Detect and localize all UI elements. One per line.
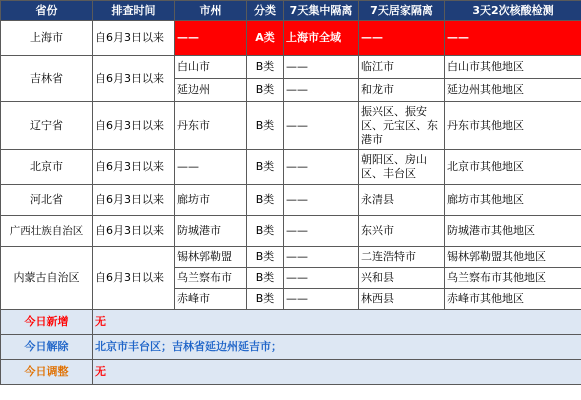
central-isolation-cell: —— bbox=[284, 79, 359, 102]
city-cell: 锡林郭勒盟 bbox=[175, 247, 247, 268]
header-central-isolation: 7天集中隔离 bbox=[284, 1, 359, 21]
province-cell: 内蒙古自治区 bbox=[1, 247, 93, 310]
time-cell: 自6月3日以来 bbox=[93, 21, 175, 56]
city-cell: —— bbox=[175, 21, 247, 56]
city-cell: 赤峰市 bbox=[175, 289, 247, 310]
table-row bbox=[1, 247, 581, 268]
nucleic-test-cell: —— bbox=[445, 21, 581, 56]
city-cell: 白山市 bbox=[175, 56, 247, 79]
header-nucleic-test: 3天2次核酸检测 bbox=[445, 1, 581, 21]
central-isolation-cell: —— bbox=[284, 150, 359, 185]
central-isolation-cell: —— bbox=[284, 216, 359, 247]
summary-value-adjusted: 无 bbox=[93, 360, 581, 385]
central-isolation-cell: —— bbox=[284, 247, 359, 268]
summary-row-adjusted bbox=[1, 360, 581, 385]
table-row bbox=[1, 21, 581, 56]
header-city: 市州 bbox=[175, 1, 247, 21]
header-province: 省份 bbox=[1, 1, 93, 21]
nucleic-test-cell: 锡林郭勒盟其他地区 bbox=[445, 247, 581, 268]
summary-label-adjusted: 今日调整 bbox=[1, 360, 93, 385]
home-isolation-cell: 和龙市 bbox=[359, 79, 445, 102]
category-cell: B类 bbox=[247, 247, 284, 268]
category-cell: B类 bbox=[247, 185, 284, 216]
header-category: 分类 bbox=[247, 1, 284, 21]
category-cell: A类 bbox=[247, 21, 284, 56]
table-row bbox=[1, 150, 581, 185]
time-cell: 自6月3日以来 bbox=[93, 185, 175, 216]
header-home-isolation: 7天居家隔离 bbox=[359, 1, 445, 21]
province-cell: 河北省 bbox=[1, 185, 93, 216]
central-isolation-cell: —— bbox=[284, 102, 359, 150]
home-isolation-cell: 东兴市 bbox=[359, 216, 445, 247]
home-isolation-cell: 林西县 bbox=[359, 289, 445, 310]
nucleic-test-cell: 丹东市其他地区 bbox=[445, 102, 581, 150]
nucleic-test-cell: 防城港市其他地区 bbox=[445, 216, 581, 247]
nucleic-test-cell: 廊坊市其他地区 bbox=[445, 185, 581, 216]
home-isolation-cell: 永清县 bbox=[359, 185, 445, 216]
nucleic-test-cell: 北京市其他地区 bbox=[445, 150, 581, 185]
province-cell: 吉林省 bbox=[1, 56, 93, 102]
nucleic-test-cell: 延边州其他地区 bbox=[445, 79, 581, 102]
summary-value-removed: 北京市丰台区；吉林省延边州延吉市； bbox=[93, 335, 581, 360]
summary-value-added: 无 bbox=[93, 310, 581, 335]
central-isolation-cell: 上海市全域 bbox=[284, 21, 359, 56]
home-isolation-cell: 兴和县 bbox=[359, 268, 445, 289]
home-isolation-cell: 振兴区、振安区、元宝区、东港市 bbox=[359, 102, 445, 150]
city-cell: —— bbox=[175, 150, 247, 185]
table-row bbox=[1, 185, 581, 216]
summary-label-removed: 今日解除 bbox=[1, 335, 93, 360]
summary-label-added: 今日新增 bbox=[1, 310, 93, 335]
category-cell: B类 bbox=[247, 102, 284, 150]
category-cell: B类 bbox=[247, 268, 284, 289]
category-cell: B类 bbox=[247, 79, 284, 102]
summary-row-added bbox=[1, 310, 581, 335]
table-row bbox=[1, 56, 581, 79]
central-isolation-cell: —— bbox=[284, 56, 359, 79]
province-cell: 广西壮族自治区 bbox=[1, 216, 93, 247]
time-cell: 自6月3日以来 bbox=[93, 102, 175, 150]
city-cell: 防城港市 bbox=[175, 216, 247, 247]
table-row bbox=[1, 102, 581, 150]
category-cell: B类 bbox=[247, 56, 284, 79]
central-isolation-cell: —— bbox=[284, 185, 359, 216]
nucleic-test-cell: 赤峰市其他地区 bbox=[445, 289, 581, 310]
city-cell: 廊坊市 bbox=[175, 185, 247, 216]
category-cell: B类 bbox=[247, 150, 284, 185]
time-cell: 自6月3日以来 bbox=[93, 216, 175, 247]
header-time: 排查时间 bbox=[93, 1, 175, 21]
home-isolation-cell: 临江市 bbox=[359, 56, 445, 79]
province-cell: 辽宁省 bbox=[1, 102, 93, 150]
home-isolation-cell: 二连浩特市 bbox=[359, 247, 445, 268]
table-row bbox=[1, 216, 581, 247]
category-cell: B类 bbox=[247, 289, 284, 310]
header-row bbox=[1, 1, 581, 21]
summary-row-removed bbox=[1, 335, 581, 360]
home-isolation-cell: 朝阳区、房山区、丰台区 bbox=[359, 150, 445, 185]
time-cell: 自6月3日以来 bbox=[93, 247, 175, 310]
time-cell: 自6月3日以来 bbox=[93, 56, 175, 102]
city-cell: 乌兰察布市 bbox=[175, 268, 247, 289]
nucleic-test-cell: 白山市其他地区 bbox=[445, 56, 581, 79]
nucleic-test-cell: 乌兰察布市其他地区 bbox=[445, 268, 581, 289]
central-isolation-cell: —— bbox=[284, 268, 359, 289]
central-isolation-cell: —— bbox=[284, 289, 359, 310]
province-cell: 北京市 bbox=[1, 150, 93, 185]
city-cell: 丹东市 bbox=[175, 102, 247, 150]
category-cell: B类 bbox=[247, 216, 284, 247]
time-cell: 自6月3日以来 bbox=[93, 150, 175, 185]
home-isolation-cell: —— bbox=[359, 21, 445, 56]
city-cell: 延边州 bbox=[175, 79, 247, 102]
province-cell: 上海市 bbox=[1, 21, 93, 56]
